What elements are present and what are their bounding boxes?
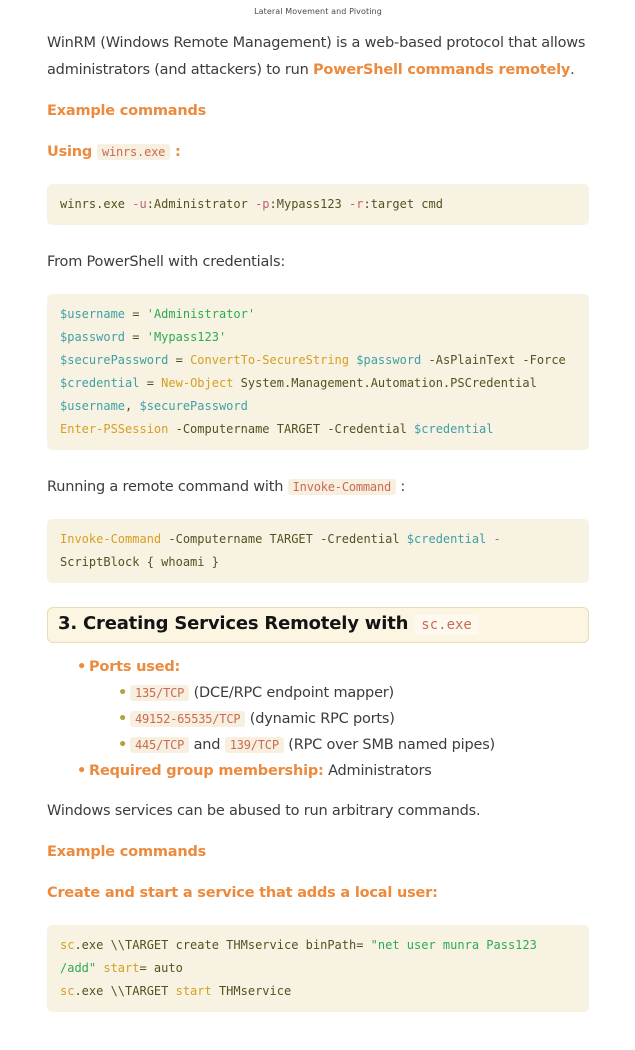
code-token: :target cmd (363, 197, 443, 211)
section-heading (47, 607, 589, 643)
paragraph (47, 249, 589, 276)
text-run: WinRM (Windows Remote Management) is a web-based protocol that allows administrators (and attackers) to run (47, 35, 586, 78)
code-token: -r (349, 197, 364, 211)
inline-code: Invoke-Command (288, 479, 396, 495)
code-token: , (125, 399, 140, 413)
accent-label: Create and start a service that adds a local user: (47, 885, 438, 901)
code-token: -AsPlainText -Force (421, 353, 566, 367)
code-block (47, 519, 589, 583)
code-token: .exe \\TARGET (74, 984, 176, 998)
code-token: - (493, 532, 501, 546)
paragraph (47, 839, 589, 866)
code-line (60, 980, 576, 1003)
code-token (96, 961, 103, 975)
list-item (47, 681, 589, 706)
code-token: 'Mypass123' (146, 330, 227, 344)
accent-label: Ports used: (89, 659, 181, 675)
code-token: -u (132, 197, 147, 211)
code-token: sc (60, 938, 75, 952)
code-token: $username (60, 307, 126, 321)
text-run: Running a remote command with (47, 479, 288, 495)
code-token: /add" (60, 961, 97, 975)
text-run: : (396, 479, 406, 495)
inline-code: 135/TCP (130, 685, 189, 701)
code-token: Invoke-Command (60, 532, 162, 546)
paragraph (47, 98, 589, 125)
code-token: ConvertTo-SecureString (190, 353, 350, 367)
code-line (60, 418, 576, 441)
code-line (60, 326, 576, 349)
code-token: $credential (414, 422, 494, 436)
text-run: Administrators (323, 763, 432, 779)
code-line (60, 957, 576, 980)
text-run: Windows services can be abused to run arbitrary commands. (47, 803, 481, 819)
code-token: start (103, 961, 140, 975)
code-token: "net user munra Pass123 (370, 938, 537, 952)
code-token: winrs.exe (60, 197, 133, 211)
text-run: (RPC over SMB named pipes) (283, 737, 496, 753)
accent-label: PowerShell commands remotely (313, 62, 571, 78)
code-token: :Administrator (146, 197, 256, 211)
inline-code: 139/TCP (225, 737, 284, 753)
code-token: = (139, 376, 162, 390)
code-token: ScriptBlock { whoami } (60, 555, 219, 569)
paragraph (47, 880, 589, 907)
code-line (60, 934, 576, 957)
text-run: From PowerShell with credentials: (47, 254, 286, 270)
accent-label: Example commands (47, 103, 207, 119)
code-token: = (168, 353, 191, 367)
paragraph (47, 30, 589, 84)
code-line (60, 193, 576, 216)
code-token: :Mypass123 (269, 197, 350, 211)
list-item (47, 707, 589, 732)
page-content (47, 30, 589, 1012)
code-token: THMservice (211, 984, 292, 998)
list-item (47, 759, 589, 784)
code-token: -p (255, 197, 270, 211)
accent-label: Using (47, 144, 97, 160)
list-item (47, 733, 589, 758)
code-line (60, 395, 576, 418)
accent-label: Example commands (47, 844, 207, 860)
code-token: 'Administrator' (146, 307, 256, 321)
code-token: start (175, 984, 212, 998)
text-run: (DCE/RPC endpoint mapper) (189, 685, 395, 701)
inline-code: 445/TCP (130, 737, 189, 753)
accent-label: Required group membership: (89, 763, 324, 779)
code-line (60, 349, 576, 372)
code-block (47, 925, 589, 1012)
bullet-list (47, 655, 589, 784)
heading-text: 3. Creating Services Remotely with (58, 613, 415, 634)
code-token: Enter-PSSession (60, 422, 169, 436)
code-token: $password (356, 353, 422, 367)
code-token: sc (60, 984, 75, 998)
code-token: $credential (406, 532, 487, 546)
code-token (486, 532, 493, 546)
code-line (60, 303, 576, 326)
code-token: $username (60, 399, 126, 413)
code-token: = auto (139, 961, 183, 975)
paragraph (47, 798, 589, 825)
inline-code: 49152-65535/TCP (130, 711, 245, 727)
code-line (60, 528, 576, 551)
accent-label: : (170, 144, 181, 160)
paragraph (47, 139, 589, 166)
inline-code: winrs.exe (97, 144, 170, 160)
code-block (47, 294, 589, 450)
paragraph (47, 474, 589, 501)
code-line (60, 372, 576, 395)
text-run: . (570, 62, 575, 78)
code-token: $credential (60, 376, 140, 390)
code-line (60, 551, 576, 574)
code-token: System.Management.Automation.PSCredential (233, 376, 537, 390)
list-item (47, 655, 589, 680)
code-token: $securePassword (60, 353, 169, 367)
code-token: -Computername TARGET -Credential (161, 532, 407, 546)
code-token: -Computername TARGET -Credential (168, 422, 415, 436)
code-token: = (125, 330, 147, 344)
heading-inline-code: sc.exe (414, 615, 479, 635)
code-token: $securePassword (139, 399, 248, 413)
code-token: New-Object (161, 376, 234, 390)
page-header-title: Lateral Movement and Pivoting (254, 7, 382, 16)
code-token: .exe \\TARGET create THMservice binPath= (74, 938, 371, 952)
code-block (47, 184, 589, 225)
code-token: $password (60, 330, 126, 344)
text-run: and (189, 737, 225, 753)
code-token: = (125, 307, 147, 321)
text-run: (dynamic RPC ports) (245, 711, 395, 727)
